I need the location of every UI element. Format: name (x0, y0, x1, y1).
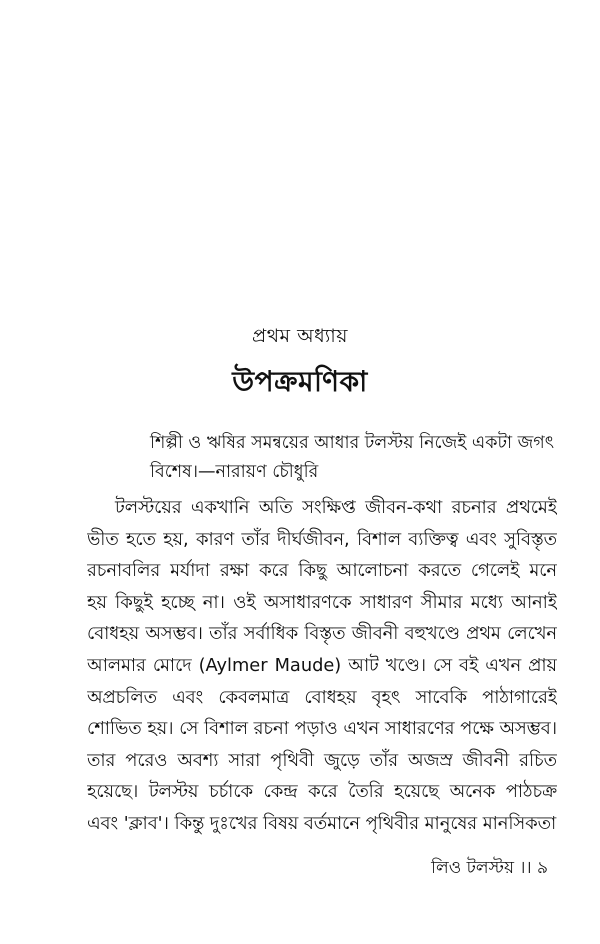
epigraph-line: শিল্পী ও ঋষির সমন্বয়ের আধার টলস্টয় নিজেই একটা জগৎ (150, 433, 555, 453)
body-line: এবং 'ক্লাব'। কিন্তু দুঃখের বিষয় বর্তমানে পৃথিবীর মানুষের মানসিকতা (87, 812, 557, 834)
chapter-title: উপক্রমণিকা (232, 365, 368, 398)
body-line: তার পরেও অবশ্য সারা পৃথিবী জুড়ে তাঁর অজস্র জীবনী রচিত (87, 749, 557, 771)
epigraph-attribution-line: বিশেষ।—নারায়ণ চৌধুরি (150, 462, 319, 482)
body-line: শোভিত হয়। সে বিশাল রচনা পড়াও এখন সাধারণের পক্ষে অসম্ভব। (87, 718, 557, 740)
body-paragraph (87, 492, 557, 840)
body-line: হয়েছে। টলস্টয় চর্চাকে কেন্দ্র করে তৈরি হয়েছে অনেক পাঠচক্র (87, 781, 557, 803)
body-line: অপ্রচলিত এবং কেবলমাত্র বোধহয় বৃহৎ সাবেকি পাঠাগারেই (87, 686, 557, 708)
chapter-number: প্রথম অধ্যায় (252, 325, 348, 347)
body-line: হয় কিছুই হচ্ছে না। ওই অসাধারণকে সাধারণ সীমার মধ্যে আনাই (87, 591, 557, 613)
body-line: আলমার মোদে (Aylmer Maude) আট খণ্ডে। সে বই এখন প্রায় (87, 654, 557, 676)
body-line: টলস্টয়ের একখানি অতি সংক্ষিপ্ত জীবন-কথা রচনার প্রথমেই (115, 497, 557, 518)
body-line: রচনাবলির মর্যাদা রক্ষা করে কিছু আলোচনা করতে গেলেই মনে (87, 560, 557, 582)
running-footer-page-number: লিও টলস্টয় ।। ৯ (431, 858, 548, 878)
body-line: বোধহয় অসম্ভব। তাঁর সর্বাধিক বিস্তৃত জীবনী বহুখণ্ডে প্রথম লেখেন (87, 623, 557, 645)
body-line: ভীত হতে হয়, কারণ তাঁর দীর্ঘজীবন, বিশাল ব্যক্তিত্ব এবং সুবিস্তৃত (87, 528, 557, 550)
